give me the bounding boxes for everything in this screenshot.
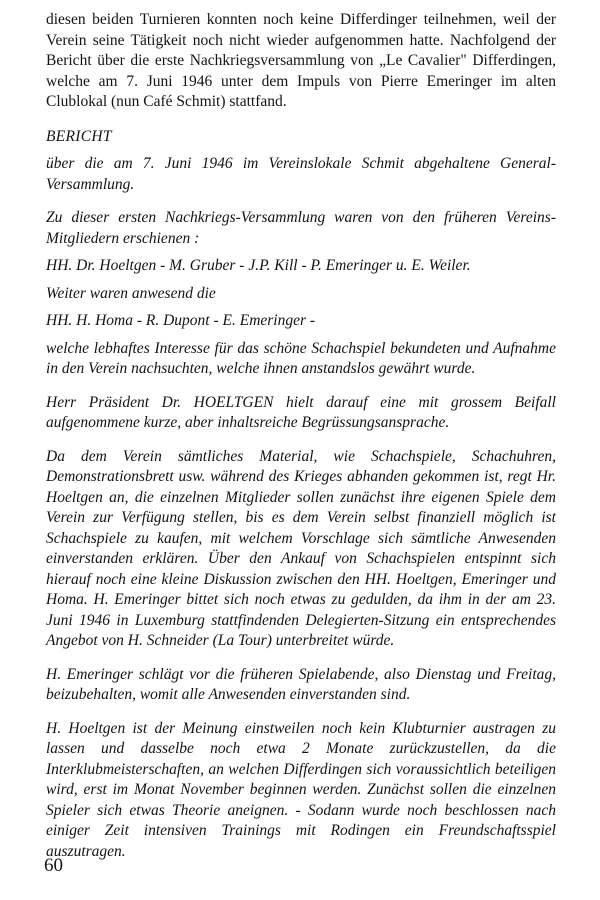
- members-present: HH. Dr. Hoeltgen - M. Gruber - J.P. Kill - P. Emeringer u. E. Weiler.: [46, 257, 471, 274]
- page-number: 60: [44, 855, 63, 876]
- intro-paragraph: diesen beiden Turnieren konnten noch keine Differdinger teilnehmen, weil der Verein seine Tätigkeit noch nicht wieder aufgenommen hatte. Nachfolgend der Bericht über die erste Nachkriegsversammlung von „Le Cavalier" Differdingen, welche am 7. Juni 1946 unter dem Impuls von Pierre Emeringer im alten Clublokal (nun Café Schmit) stattfand.: [46, 11, 556, 110]
- report-subtitle: über die am 7. Juni 1946 im Vereinslokale Schmit abgehaltene General-Versammlung.: [46, 155, 556, 193]
- report-paragraph: H. Hoeltgen ist der Meinung einstweilen noch kein Klubturnier austragen zu lassen und dasselbe noch etwa 2 Monate zurückzustellen, da die Interklubmeisterschaften, an welchen Differdingen sich voraussichtlich beteiligen wird, erst im Monat November beginnen werden. Zunächst sollen die einzelnen Spieler sich etwas Theorie aneignen. - Sodann wurde noch beschlossen nach einiger Zeit intensiven Trainings mit Rodingen ein Freundschaftsspiel auszutragen.: [46, 719, 556, 860]
- guests-list: HH. H. Homa - R. Dupont - E. Emeringer -: [46, 312, 316, 329]
- report-paragraph: Da dem Verein sämtliches Material, wie Schachspiele, Schachuhren, Demonstrationsbrett usw. während des Krieges abhanden gekommen ist, regt Hr. Hoeltgen an, die einzelnen Mitglieder sollen zunächst ihre eigenen Spiele dem Verein zur Verfügung stellen, bis es dem Verein selbst finanziell möglich ist Schachspiele zu kaufen, mit welchem Vorschlage sich sämtliche Anwesenden einverstanden erklären. Über den Ankauf von Schachspielen entspinnt sich hierauf noch eine kleine Diskussion zwischen den HH. Hoeltgen, Emeringer und Homa. H. Emeringer bittet sich noch etwas zu gedulden, da ihm in der am 23. Juni 1946 in Luxemburg stattfindenden Delegierten-Sitzung ein entsprechendes Angebot von H. Schneider (La Tour) unterbreitet würde.: [46, 447, 556, 649]
- also-present-intro: Weiter waren anwesend die: [46, 284, 216, 302]
- attendance-intro: Zu dieser ersten Nachkriegs-Versammlung waren von den früheren Vereins-Mitgliedern erschienen :: [46, 209, 556, 247]
- text-column: [46, 10, 556, 862]
- guests-note: welche lebhaftes Interesse für das schöne Schachspiel bekundeten und Aufnahme in den Verein nachsuchten, welche ihnen anstandslos gewährt wurde.: [46, 339, 556, 377]
- report-paragraph: H. Emeringer schlägt vor die früheren Spielabende, also Dienstag und Freitag, beizubehalten, womit alle Anwesenden einverstanden sind.: [46, 665, 556, 703]
- report-paragraph: Herr Präsident Dr. HOELTGEN hielt darauf eine mit grossem Beifall aufgenommene kurze, aber inhaltsreiche Begrüssungsansprache.: [46, 393, 556, 431]
- report-heading: BERICHT: [46, 127, 112, 145]
